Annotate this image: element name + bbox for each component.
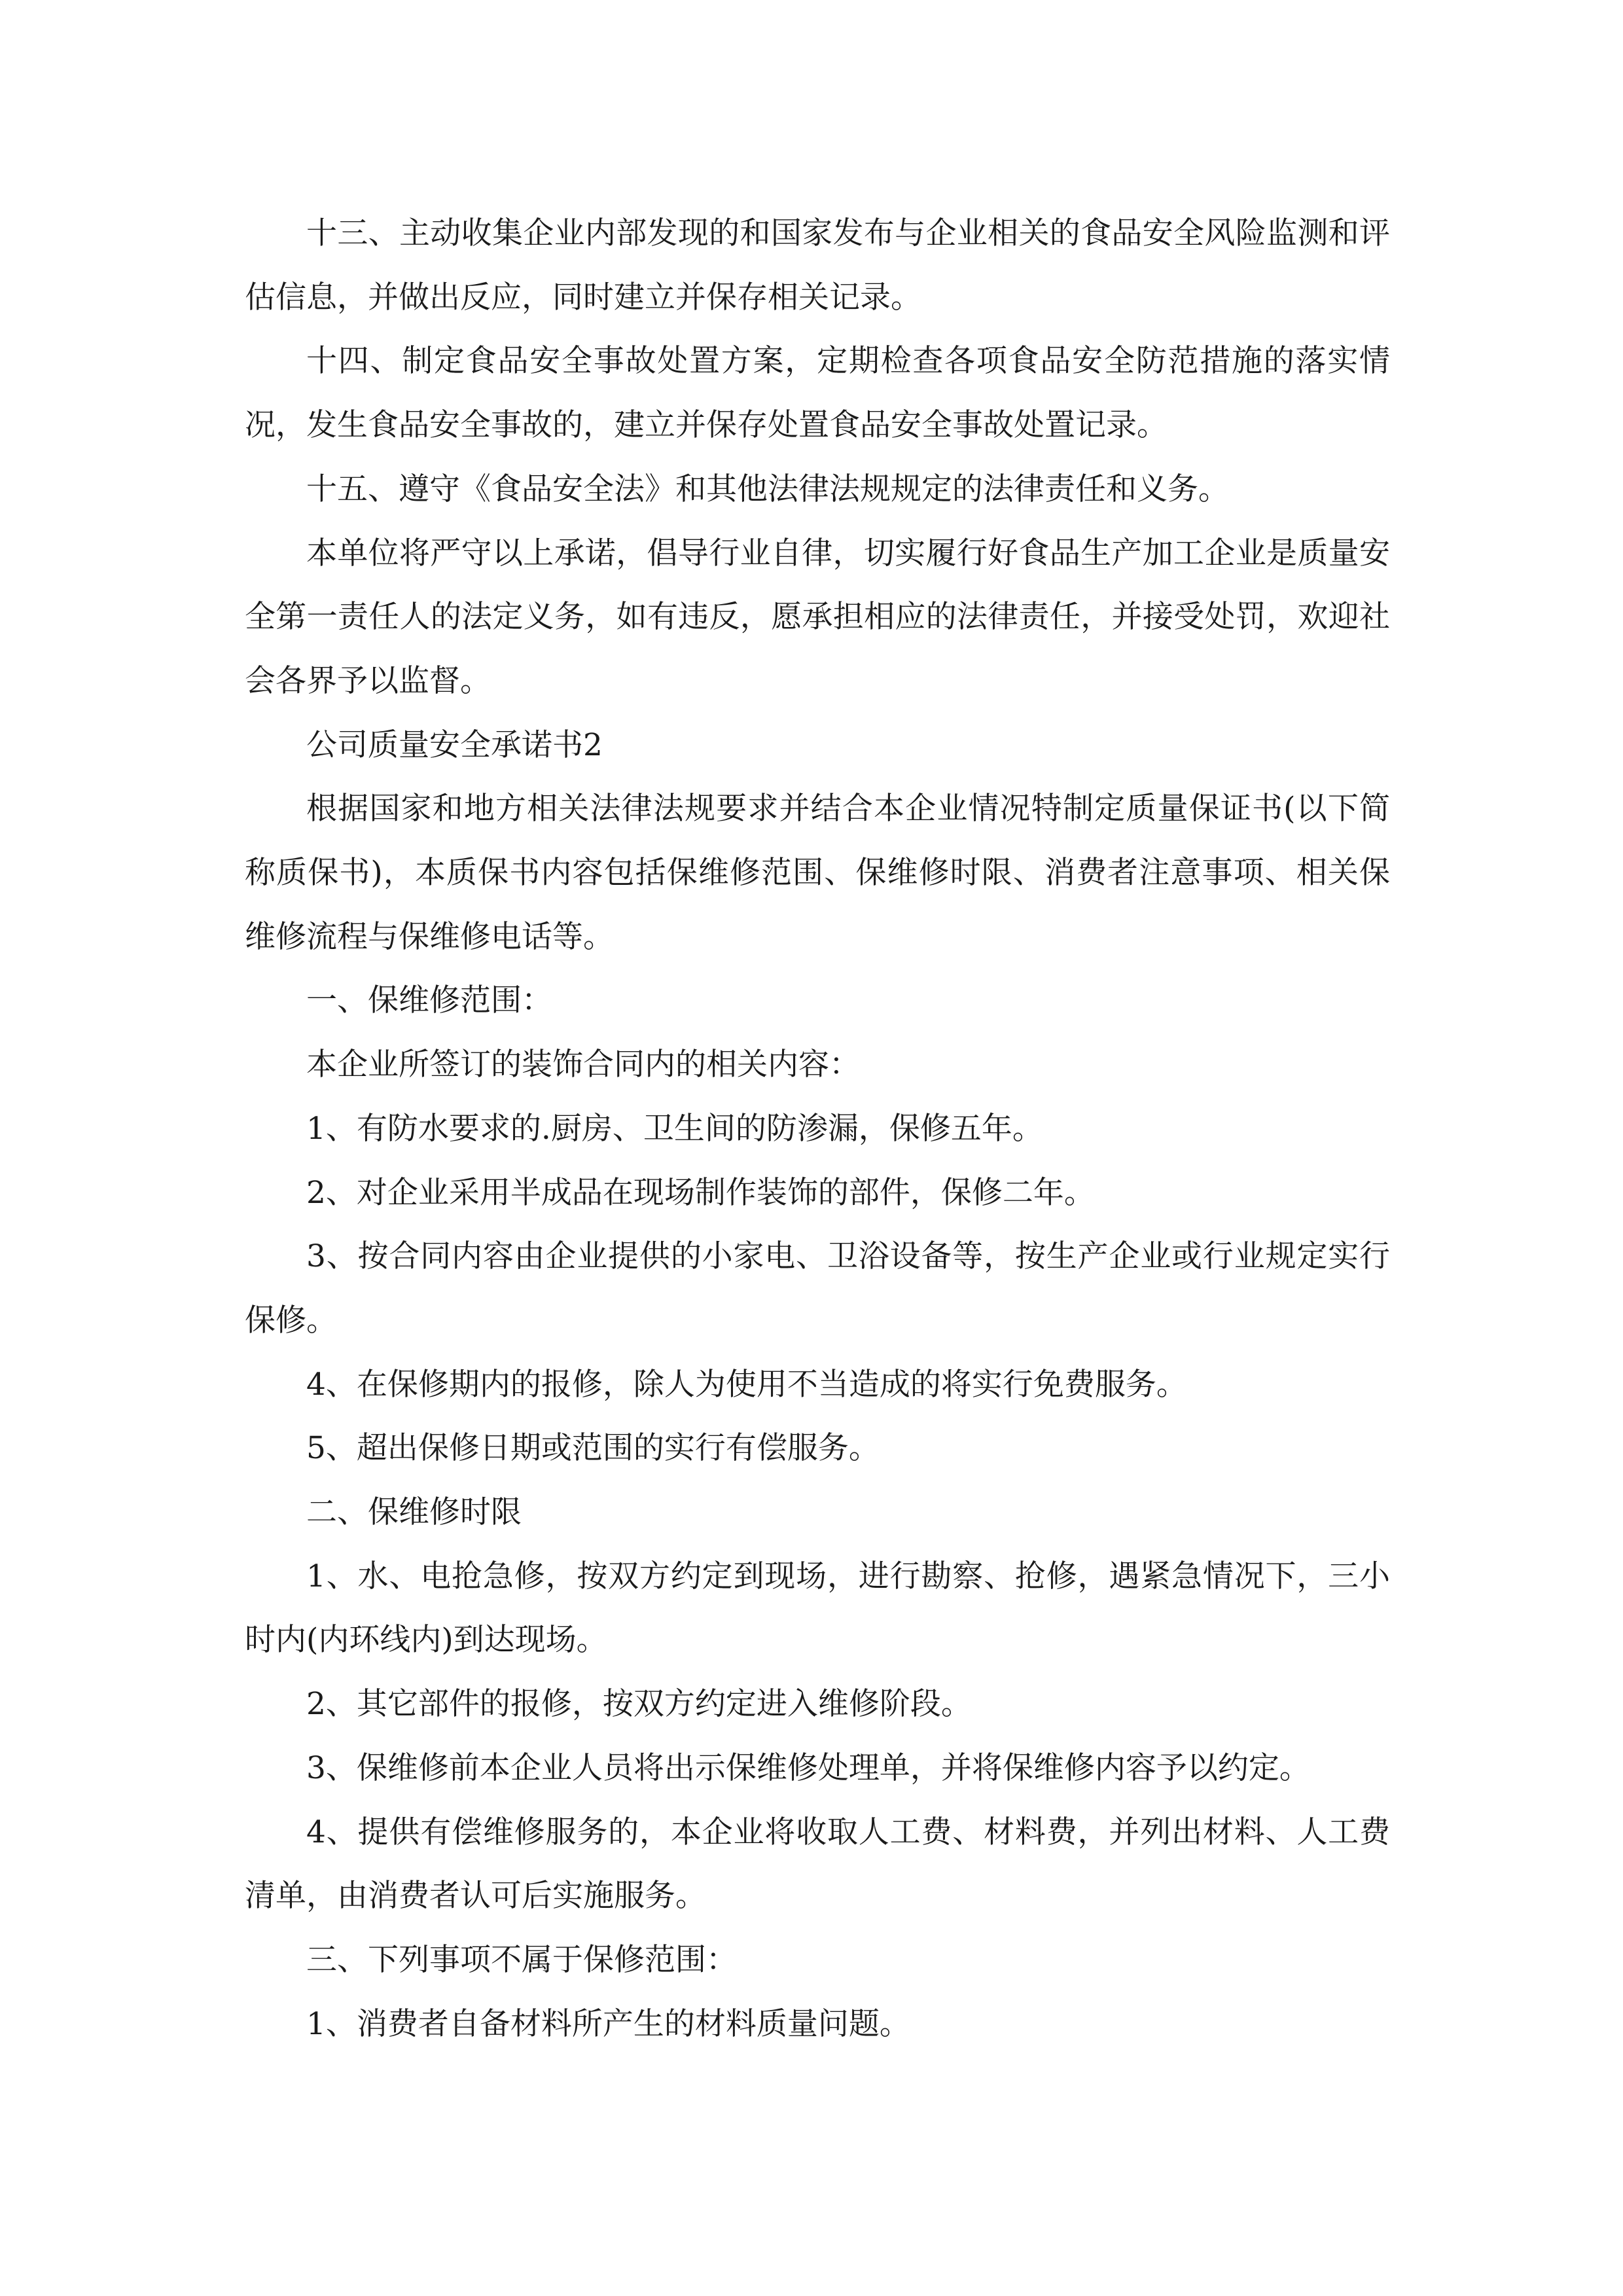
scope-item-5: 5、超出保修日期或范围的实行有偿服务。 (306, 1430, 880, 1467)
scope-item-4: 4、在保修期内的报修，除人为使用不当造成的将实行免费服务。 (306, 1366, 1187, 1403)
time-item-4: 4、提供有偿维修服务的，本企业将收取人工费、材料费，并列出材料、人工费清单，由消费者认可后实施服务。 (245, 1814, 1390, 1914)
heading-scope: 一、保维修范围： (306, 982, 552, 1019)
paragraph-intro: 根据国家和地方相关法律法规要求并结合本企业情况特制定质量保证书(以下简称质保书)，本质保书内容包括保维修范围、保维修时限、消费者注意事项、相关保维修流程与保维修电话等。 (245, 791, 1390, 955)
paragraph-scope-intro: 本企业所签订的装饰合同内的相关内容： (306, 1047, 860, 1083)
scope-item-1: 1、有防水要求的.厨房、卫生间的防渗漏，保修五年。 (306, 1110, 1043, 1147)
scope-item-2: 2、对企业采用半成品在现场制作装饰的部件，保修二年。 (306, 1174, 1095, 1211)
document-body (245, 202, 1390, 2056)
paragraph-14: 十四、制定食品安全事故处置方案，定期检查各项食品安全防范措施的落实情况，发生食品安全事故的，建立并保存处置食品安全事故处置记录。 (245, 343, 1390, 444)
section-title: 公司质量安全承诺书2 (306, 726, 603, 763)
time-item-3: 3、保维修前本企业人员将出示保维修处理单，并将保维修内容予以约定。 (306, 1749, 1310, 1786)
exclusion-item-1: 1、消费者自备材料所产生的材料质量问题。 (306, 2005, 910, 2042)
time-item-2: 2、其它部件的报修，按双方约定进入维修阶段。 (306, 1686, 972, 1723)
paragraph-commitment: 本单位将严守以上承诺，倡导行业自律，切实履行好食品生产加工企业是质量安全第一责任人的法定义务，如有违反，愿承担相应的法律责任，并接受处罚，欢迎社会各界予以监督。 (245, 535, 1390, 699)
scope-item-3: 3、按合同内容由企业提供的小家电、卫浴设备等，按生产企业或行业规定实行保修。 (245, 1238, 1390, 1338)
paragraph-15: 十五、遵守《食品安全法》和其他法律法规规定的法律责任和义务。 (306, 471, 1229, 507)
heading-time-limit: 二、保维修时限 (306, 1494, 522, 1531)
paragraph-13: 十三、主动收集企业内部发现的和国家发布与企业相关的食品安全风险监测和评估信息，并做出反应，同时建立并保存相关记录。 (245, 215, 1390, 315)
time-item-1: 1、水、电抢急修，按双方约定到现场，进行勘察、抢修，遇紧急情况下，三小时内(内环线内)到达现场。 (245, 1558, 1390, 1659)
heading-exclusions: 三、下列事项不属于保修范围： (306, 1941, 737, 1978)
